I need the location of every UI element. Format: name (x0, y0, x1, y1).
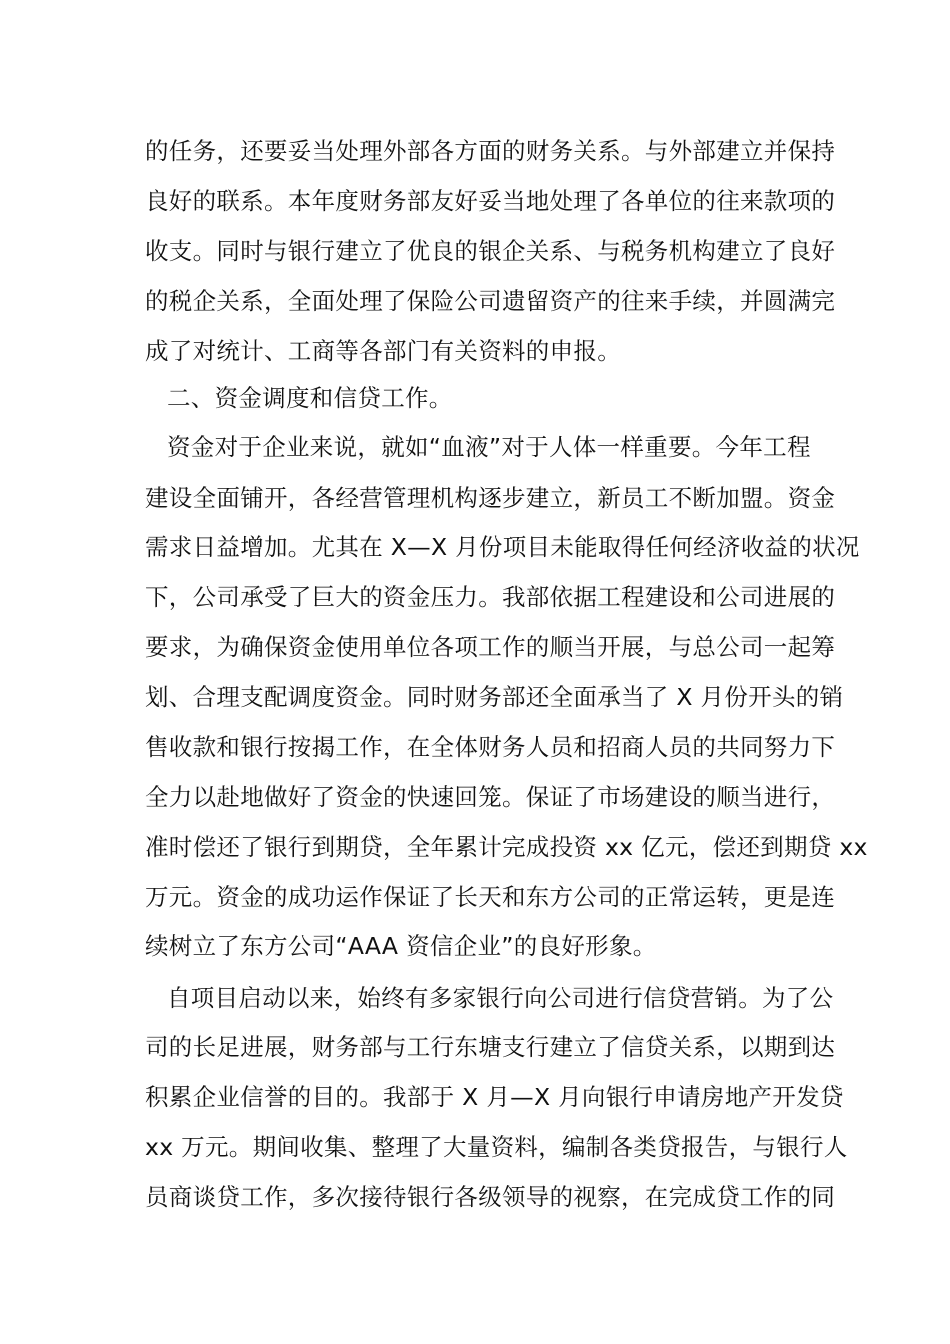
text-line: xx 万元。期间收集、整理了大量资料，编制各类贷报告，与银行人 (145, 1133, 848, 1161)
text-line: 续树立了东方公司“AAA 资信企业”的良好形象。 (145, 932, 657, 960)
text-line: 要求，为确保资金使用单位各项工作的顺当开展，与总公司一起筹 (145, 633, 836, 661)
section-heading: 二、资金调度和信贷工作。 (167, 384, 453, 412)
text-line: 下，公司承受了巨大的资金压力。我部依据工程建设和公司进展的 (145, 583, 836, 611)
text-line: 准时偿还了银行到期贷，全年累计完成投资 xx 亿元，偿还到期贷 xx (145, 833, 868, 861)
text-line: 资金对于企业来说，就如“血液”对于人体一样重要。今年工程 (167, 433, 811, 461)
text-line: 良好的联系。本年度财务部友好妥当地处理了各单位的往来款项的 (145, 187, 836, 215)
text-line: 全力以赴地做好了资金的快速回笼。保证了市场建设的顺当进行， (145, 783, 836, 811)
text-line: 成了对统计、工商等各部门有关资料的申报。 (145, 337, 621, 365)
text-line: 划、合理支配调度资金。同时财务部还全面承当了 X 月份开头的销 (145, 683, 844, 711)
text-line: 的税企关系，全面处理了保险公司遗留资产的往来手续，并圆满完 (145, 287, 836, 315)
text-line: 司的长足进展，财务部与工行东塘支行建立了信贷关系，以期到达 (145, 1033, 836, 1061)
text-line: 需求日益增加。尤其在 X—X 月份项目未能取得任何经济收益的状况 (145, 533, 860, 561)
text-line: 自项目启动以来，始终有多家银行向公司进行信贷营销。为了公 (167, 984, 834, 1012)
text-line: 万元。资金的成功运作保证了长天和东方公司的正常运转，更是连 (145, 883, 836, 911)
text-line: 售收款和银行按揭工作，在全体财务人员和招商人员的共同努力下 (145, 733, 836, 761)
text-line: 收支。同时与银行建立了优良的银企关系、与税务机构建立了良好 (145, 237, 836, 265)
text-line: 建设全面铺开，各经营管理机构逐步建立，新员工不断加盟。资金 (145, 484, 836, 512)
text-line: 员商谈贷工作，多次接待银行各级领导的视察，在完成贷工作的同 (145, 1183, 836, 1211)
text-line: 积累企业信誉的目的。我部于 X 月—X 月向银行申请房地产开发贷 (145, 1083, 844, 1111)
text-line: 的任务，还要妥当处理外部各方面的财务关系。与外部建立并保持 (145, 137, 836, 165)
